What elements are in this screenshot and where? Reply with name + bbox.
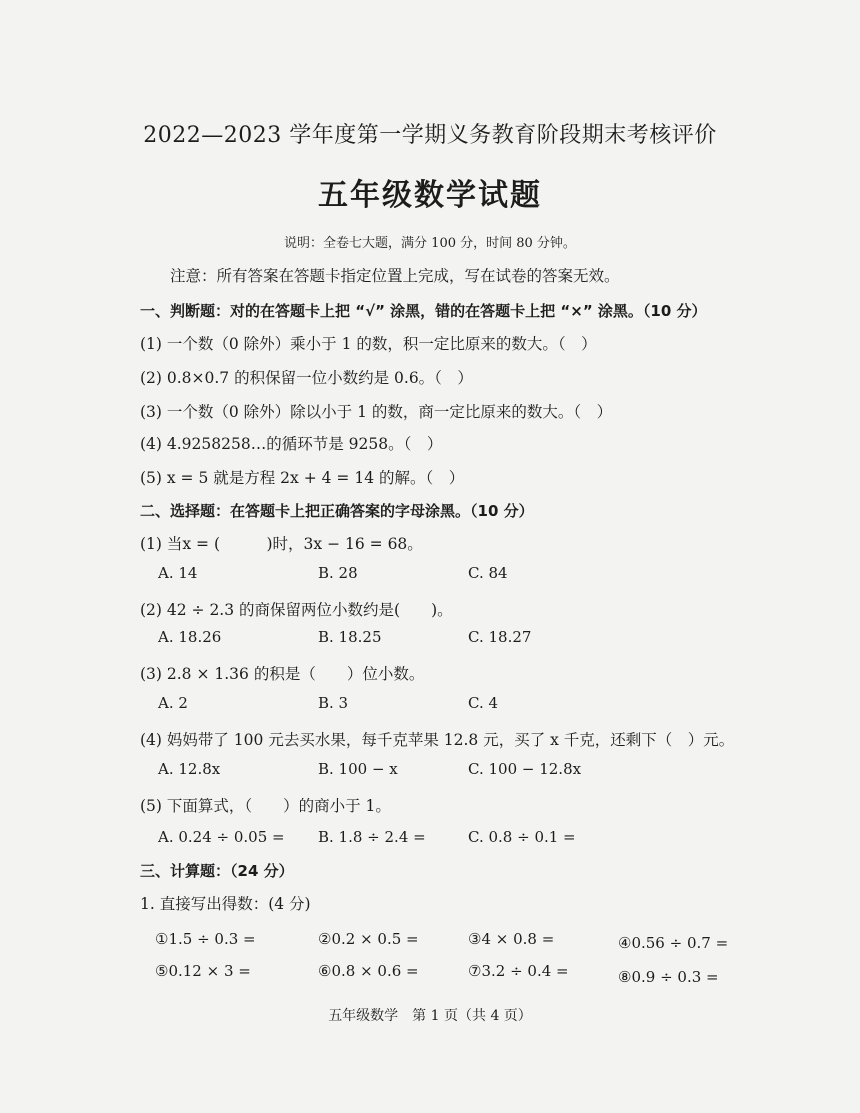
calc-item-5: ⑤0.12 × 3 = (155, 962, 251, 980)
choice-3-option-c: C. 4 (468, 694, 499, 712)
choice-2-option-b: B. 18.25 (318, 628, 382, 646)
choice-question-5: (5) 下面算式，（ ）的商小于 1。 (140, 797, 391, 815)
choice-5-option-b: B. 1.8 ÷ 2.4 = (318, 828, 426, 846)
calc-item-6: ⑥0.8 × 0.6 = (318, 962, 419, 980)
section1-heading: 一、判断题：对的在答题卡上把 “√” 涂黑，错的在答题卡上把 “×” 涂黑。（10 分） (140, 302, 707, 320)
section2-heading: 二、选择题：在答题卡上把正确答案的字母涂黑。（10 分） (140, 502, 534, 520)
judge-item-3: (3) 一个数（0 除外）除以小于 1 的数，商一定比原来的数大。（ ） (140, 403, 613, 421)
choice-1-option-a: A. 14 (158, 564, 198, 582)
section3-sub1: 1. 直接写出得数：(4 分) (140, 895, 311, 913)
page-footer: 五年级数学 第 1 页（共 4 页） (328, 1008, 532, 1024)
exam-description: 说明：全卷七大题，满分 100 分，时间 80 分钟。 (284, 236, 576, 251)
choice-4-option-b: B. 100 − x (318, 760, 398, 778)
choice-5-option-a: A. 0.24 ÷ 0.05 = (158, 828, 285, 846)
choice-4-option-c: C. 100 − 12.8x (468, 760, 582, 778)
choice-2-option-c: C. 18.27 (468, 628, 532, 646)
judge-item-1: (1) 一个数（0 除外）乘小于 1 的数，积一定比原来的数大。（ ） (140, 335, 597, 353)
calc-item-8: ⑧0.9 ÷ 0.3 = (618, 968, 719, 986)
judge-item-4: (4) 4.9258258…的循环节是 9258。（ ） (140, 435, 443, 453)
choice-3-option-a: A. 2 (158, 694, 188, 712)
choice-question-3: (3) 2.8 × 1.36 的积是（ ）位小数。 (140, 665, 425, 683)
exam-header: 2022—2023 学年度第一学期义务教育阶段期末考核评价 (143, 123, 717, 148)
exam-title: 五年级数学试题 (318, 178, 542, 213)
calc-item-7: ⑦3.2 ÷ 0.4 = (468, 962, 569, 980)
calc-item-2: ②0.2 × 0.5 = (318, 930, 419, 948)
judge-item-5: (5) x = 5 就是方程 2x + 4 = 14 的解。（ ） (140, 469, 465, 487)
calc-item-4: ④0.56 ÷ 0.7 = (618, 934, 729, 952)
choice-question-4: (4) 妈妈带了 100 元去买水果，每千克苹果 12.8 元，买了 x 千克，还剩下（ ）元。 (140, 731, 735, 749)
choice-1-option-c: C. 84 (468, 564, 508, 582)
section3-heading: 三、计算题：（24 分） (140, 862, 294, 880)
choice-1-option-b: B. 28 (318, 564, 358, 582)
choice-question-2: (2) 42 ÷ 2.3 的商保留两位小数约是( )。 (140, 601, 453, 619)
judge-item-2: (2) 0.8×0.7 的积保留一位小数约是 0.6。（ ） (140, 369, 473, 387)
choice-question-1: (1) 当x = ( )时，3x − 16 = 68。 (140, 535, 423, 553)
choice-5-option-c: C. 0.8 ÷ 0.1 = (468, 828, 576, 846)
calc-item-3: ③4 × 0.8 = (468, 930, 555, 948)
choice-3-option-b: B. 3 (318, 694, 349, 712)
choice-4-option-a: A. 12.8x (158, 760, 221, 778)
calc-item-1: ①1.5 ÷ 0.3 = (155, 930, 256, 948)
notice: 注意：所有答案在答题卡指定位置上完成，写在试卷的答案无效。 (170, 267, 620, 285)
choice-2-option-a: A. 18.26 (158, 628, 222, 646)
